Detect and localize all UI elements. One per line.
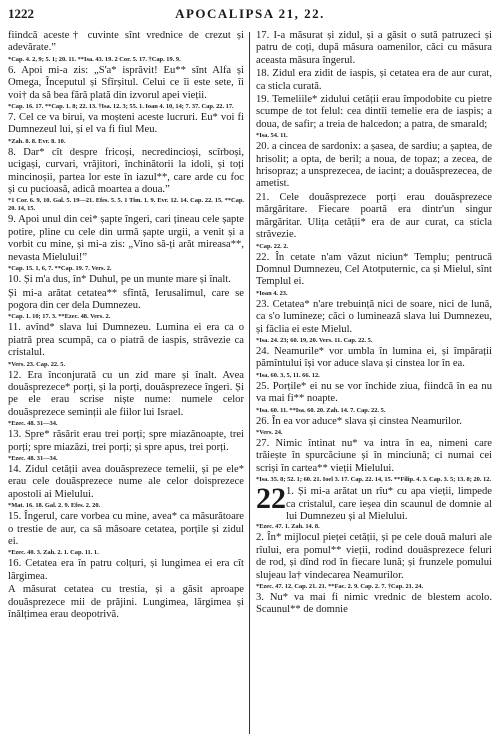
verse-paragraph: 2. În* mijlocul pieței cetății, și pe cele două maluri ale rîului, era pomul** vieții, rodind douăsprezece feluri de rod, și dînd rod în fiecare lună; și frunzele pomului slujeau la† vindecarea Neamurilor. — [256, 532, 492, 581]
verse-paragraph: 27. Nimic întinat nu* va intra în ea, nimeni care trăiește în spurcăciune și în minciună; ci numai cei scriși în cartea** vieții Mielului. — [256, 437, 492, 474]
cross-reference: *Ezec. 48. 31—34. — [8, 420, 58, 428]
page-header — [8, 4, 492, 26]
cross-reference: *Ezec. 47. 1. Zah. 14. 8. — [256, 523, 320, 531]
cross-reference: *Cap. 1. 10; 17. 3. **Ezec. 48. Vers. 2. — [8, 313, 111, 321]
verse-paragraph: A măsurat cetatea cu trestia, și a găsit aproape douăsprezece mii de prăjini. Lungimea, lărgimea și înălțimea erau deopotrivă. — [8, 584, 244, 621]
cross-reference: *Vers. 24. — [256, 428, 283, 436]
verse-paragraph: Și mi-a arătat cetatea** sfîntă, Ierusalimul, care se pogora din cer dela Dumnezeu. — [8, 287, 244, 311]
column-divider — [249, 32, 250, 734]
chapter-start — [256, 482, 492, 523]
cross-reference: *Cap. 15. 1, 6, 7. **Cap. 19. 7. Vers. 2. — [8, 265, 112, 273]
cross-reference: *Isa. 60. 3, 5, 11. 66. 12. — [256, 371, 320, 379]
right-column — [256, 30, 492, 736]
verse-paragraph: 7. Cel ce va birui, va moșteni aceste lucruri. Eu* voi fi Dumnezeul lui, și el va fi fiul Meu. — [8, 112, 244, 136]
cross-reference: *Mat. 16. 18. Gal. 2. 9. Efes. 2. 20. — [8, 502, 101, 510]
verse-paragraph: 23. Cetatea* n'are trebuință nici de soare, nici de lună, ca s'o lumineze; căci o luminează slava lui Dumnezeu, și făclia ei este Mielul. — [256, 298, 492, 335]
verse-paragraph: 16. Cetatea era în patru colțuri, și lungimea ei era cît lărgimea. — [8, 558, 244, 582]
verse-paragraph: 24. Neamurile* vor umbla în lumina ei, și împărații pămîntului își vor aduce slava și cinstea lor în ea. — [256, 345, 492, 370]
cross-reference: *Ezec. 40. 3. Zah. 2. 1. Cap. 11. 1. — [8, 549, 99, 557]
verse-paragraph: 26. În ea vor aduce* slava și cinstea Neamurilor. — [256, 415, 462, 427]
verse-paragraph: 10. Și m'a dus, în* Duhul, pe un munte mare și înalt. — [8, 274, 231, 286]
cross-reference: *1 Cor. 6. 9, 10. Gal. 5. 19—21. Efes. 5. 5. 1 Tim. 1. 9. Evr. 12. 14. Cap. 22. 15. **Cap. 20. 14, 15. — [8, 197, 244, 213]
verse-paragraph: 14. Zidul cetății avea douăsprezece temelii, și pe ele* erau cele douăsprezece nume ale celor doisprezece apostoli ai Mielului. — [8, 463, 244, 500]
cross-reference: *Isa. 60. 11. **Isa. 60. 20. Zah. 14. 7. Cap. 22. 5. — [256, 406, 386, 414]
cross-reference: *Cap. 22. 2. — [256, 242, 289, 250]
cross-reference: *Ioan 4. 23. — [256, 289, 288, 297]
cross-reference: *Ezec. 47. 12. Cap. 21. 21. **Fac. 2. 9. Cap. 2. 7. †Cap. 21. 24. — [256, 583, 424, 591]
verse-paragraph: 13. Spre* răsărit erau trei porți; spre miazănoapte, trei porți; spre miazăzi, trei porți; și spre apus, trei porți. — [8, 429, 244, 453]
verse-paragraph: 18. Zidul era zidit de iaspis, și cetatea era de aur curat, ca sticla curată. — [256, 68, 492, 92]
verse-paragraph: 6. Apoi mi-a zis: „S'a* isprăvit! Eu** sînt Alfa și Omega, Începutul și Sfîrșitul. Celui ce îi este sete, îi voi† da să bea fără plată din izvorul apei vieții. — [8, 64, 244, 101]
verse-paragraph: 19. Temeliile* zidului cetății erau împodobite cu pietre scumpe de tot felul: cea dintîi temelie era de iaspis; a doua, de safir; a treia de halcedon; a patra, de smarald; — [256, 94, 492, 130]
verse-paragraph: 12. Era înconjurată cu un zid mare și înalt. Avea douăsprezece* porți, și la porți, douăsprezece îngeri. Și pe ele erau scrise niște nume: numele celor douăsprezece seminții ale fiilor lui Israel. — [8, 369, 244, 418]
chapter-number: 22 — [256, 482, 286, 516]
verse-paragraph: 11. avînd* slava lui Dumnezeu. Lumina ei era ca o piatră prea scumpă, ca o piatră de iaspis, străvezie ca cristalul. — [8, 322, 244, 359]
cross-reference: *Cap. 4. 2, 9; 5. 1; 20. 11. **Isa. 43. 19. 2 Cor. 5. 17. †Cap. 19. 9. — [8, 55, 181, 63]
verse-paragraph: 22. În cetate n'am văzut niciun* Templu; pentrucă Domnul Dumnezeu, Cel Atotputernic, ca și Mielul, sînt Templul ei. — [256, 251, 492, 288]
cross-reference: *Ezec. 48. 31—34. — [8, 454, 58, 462]
verse-paragraph: 8. Dar* cît despre fricoși, necredincioși, scîrboși, ucigași, curvari, vrăjitori, închinătorii la idoli, și toți mincinoșii, partea lor este în iazul**, care arde cu foc și cu pucioasă, adică moartea a doua.” — [8, 146, 244, 196]
verse-paragraph: 1. Și mi-a arătat un rîu* cu apa vieții, limpede ca cristalul, care ieșea din scaunul de domnie al lui Dumnezeu și al Mielului. — [286, 486, 492, 522]
running-title: APOCALIPSA 21, 22. — [175, 6, 325, 21]
verse-paragraph: 17. I-a măsurat și zidul, și a găsit o sută patruzeci și patru de coți, după măsura oamenilor, căci cu măsura aceasta măsura îngerul. — [256, 30, 492, 66]
verse-paragraph: 20. a cincea de sardonix: a șasea, de sardiu; a șaptea, de hrisolit; a opta, de beril; a noua, de topaz; a zecea, de hrisopraz; a unsprezecea, de iacint; a douăsprezecea, de ametist. — [256, 141, 492, 190]
verse-paragraph: 15. Îngerul, care vorbea cu mine, avea* ca măsurătoare o trestie de aur, ca să măsoare cetatea, porțile și zidul ei. — [8, 511, 244, 547]
verse-paragraph: 9. Apoi unul din cei* șapte îngeri, cari țineau cele șapte potire, pline cu cele din urmă șapte urgii, a venit și a vorbit cu mine, și mi-a zis: „Vino să-ți arăt mireasa**, nevasta Mielului!” — [8, 214, 244, 263]
cross-reference: *Isa. 54. 11. — [256, 132, 288, 140]
left-column — [8, 30, 244, 736]
page-number: 1222 — [8, 6, 34, 21]
cross-reference: *Vers. 23. Cap. 22. 5. — [8, 360, 66, 368]
verse-paragraph: fiindcă aceste† cuvinte sînt vrednice de crezut și adevărate.” — [8, 30, 244, 54]
verse-paragraph: 21. Cele douăsprezece porți erau douăsprezece mărgăritare. Fiecare poartă era dintr'un singur mărgăritar. Ulița cetății* era de aur curat, ca sticla străvezie. — [256, 191, 492, 241]
verse-paragraph: 3. Nu* va mai fi nimic vrednic de blestem acolo. Scaunul** de domnie — [256, 592, 492, 616]
cross-reference: *Zah. 8. 8. Evr. 8. 10. — [8, 137, 66, 145]
cross-reference: *Isa. 35. 8; 52. 1; 60. 21. Ioel 3. 17. Cap. 22. 14, 15. **Filip. 4. 3. Cap. 3. 5; 13. 8; 20. 12. — [256, 476, 492, 484]
cross-reference: *Isa. 24. 23; 60. 19, 20. Vers. 11. Cap. 22. 5. — [256, 336, 373, 344]
cross-reference: *Cap. 16. 17. **Cap. 1. 8; 22. 13. †Isa. 12. 3; 55. 1. Ioan 4. 10, 14; 7. 37. Cap. 22. 17. — [8, 103, 234, 111]
verse-paragraph: 25. Porțile* ei nu se vor închide ziua, fiindcă în ea nu va mai fi** noapte. — [256, 380, 492, 405]
